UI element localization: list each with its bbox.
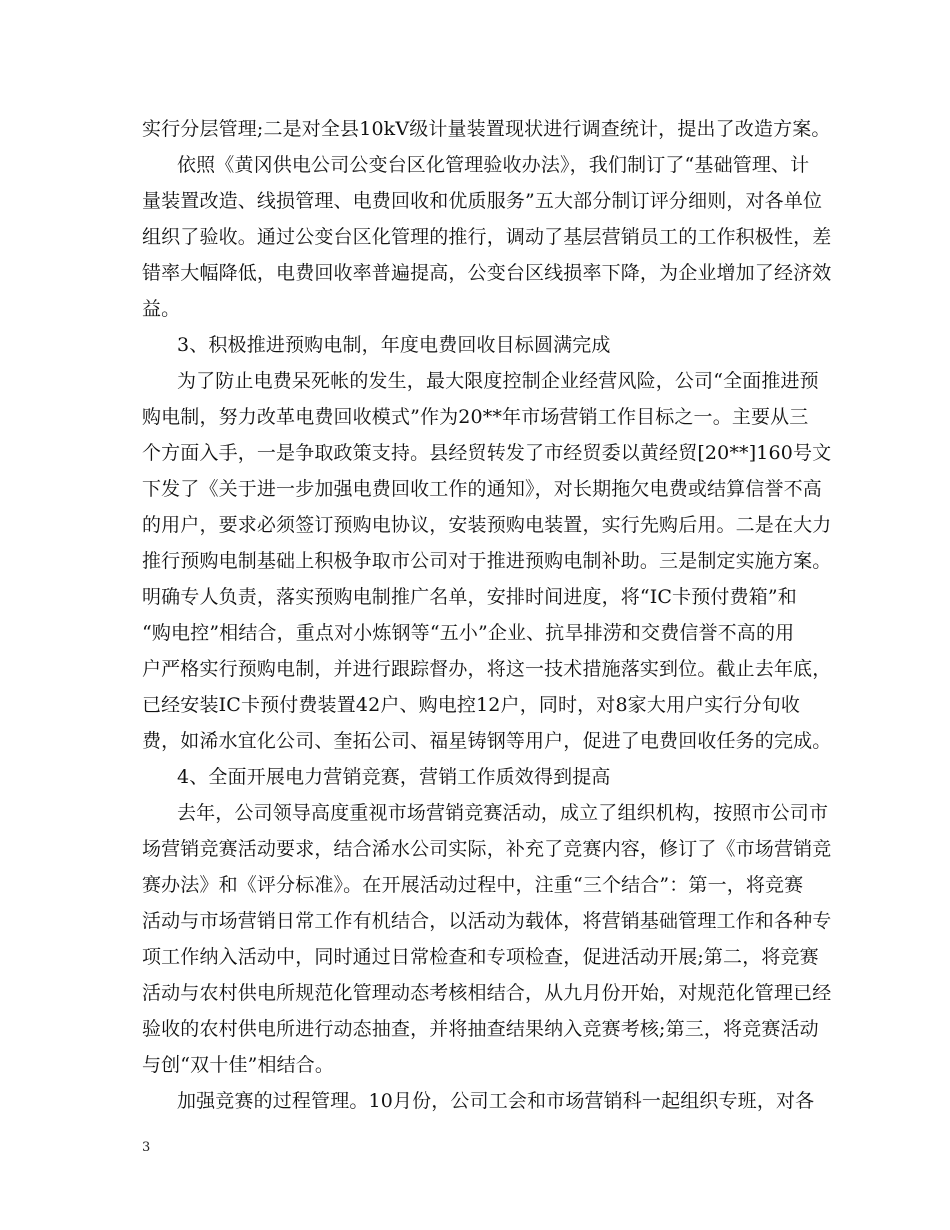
text-line: 依照《黄冈供电公司公变台区化管理验收办法》，我们制订了“基础管理、计 (177, 154, 810, 176)
text-line: 项工作纳入活动中，同时通过日常检查和专项检查，促进活动开展;第二，将竞赛 (142, 946, 819, 968)
text-line: 活动与市场营销日常工作有机结合，以活动为载体，将营销基础管理工作和各种专 (142, 910, 832, 932)
text-line: “购电控”相结合，重点对小炼钢等“五小”企业、抗旱排涝和交费信誉不高的用 (142, 622, 795, 644)
text-line: 的用户，要求必须签订预购电协议，安装预购电装置，实行先购后用。二是在大力 (142, 514, 832, 536)
section-heading: 3、积极推进预购电制，年度电费回收目标圆满完成 (177, 334, 611, 356)
text-line: 场营销竞赛活动要求，结合浠水公司实际，补充了竞赛内容，修订了《市场营销竞 (142, 838, 832, 860)
text-line: 量装置改造、线损管理、电费回收和优质服务”五大部分制订评分细则，对各单位 (142, 190, 823, 212)
text-line: 活动与农村供电所规范化管理动态考核相结合，从九月份开始，对规范化管理已经 (142, 982, 832, 1004)
text-line: 与创“双十佳”相结合。 (142, 1054, 335, 1076)
page-number: 3 (142, 1140, 151, 1155)
text-line: 赛办法》和《评分标准》。在开展活动过程中，注重“三个结合”：第一，将竞赛 (142, 874, 804, 896)
text-line: 已经安装IC卡预付费装置42户、购电控12户，同时，对8家大用户实行分旬收 (142, 694, 801, 716)
text-line: 下发了《关于进一步加强电费回收工作的通知》，对长期拖欠电费或结算信誉不高 (142, 478, 822, 500)
text-line: 户严格实行预购电制，并进行跟踪督办，将这一技术措施落实到位。截止去年底， (142, 658, 832, 680)
text-line: 去年，公司领导高度重视市场营销竞赛活动，成立了组织机构，按照市公司市 (177, 802, 829, 824)
text-line: 错率大幅降低，电费回收率普遍提高，公变台区线损率下降，为企业增加了经济效 (142, 262, 832, 284)
text-line: 实行分层管理;二是对全县10kV级计量装置现状进行调查统计，提出了改造方案。 (142, 118, 831, 140)
text-line: 推行预购电制基础上积极争取市公司对于推进预购电制补助。三是制定实施方案。 (142, 550, 832, 572)
text-line: 为了防止电费呆死帐的发生，最大限度控制企业经营风险，公司“全面推进预 (177, 370, 819, 392)
text-line: 验收的农村供电所进行动态抽查，并将抽查结果纳入竞赛考核;第三，将竞赛活动 (142, 1018, 819, 1040)
text-line: 费，如浠水宜化公司、奎拓公司、福星铸钢等用户，促进了电费回收任务的完成。 (142, 730, 832, 752)
text-line: 个方面入手，一是争取政策支持。县经贸转发了市经贸委以黄经贸[20**]160号文 (142, 442, 832, 464)
text-line: 明确专人负责，落实预购电制推广名单，安排时间进度，将“IC卡预付费箱”和 (142, 586, 797, 608)
section-heading: 4、全面开展电力营销竞赛，营销工作质效得到提高 (177, 766, 611, 788)
text-line: 购电制，努力改革电费回收模式”作为20**年市场营销工作目标之一。主要从三 (142, 406, 809, 428)
text-line: 益。 (142, 298, 181, 320)
text-line: 加强竞赛的过程管理。10月份，公司工会和市场营销科一起组织专班，对各 (177, 1090, 815, 1112)
text-line: 组织了验收。通过公变台区化管理的推行，调动了基层营销员工的工作积极性，差 (142, 226, 832, 248)
